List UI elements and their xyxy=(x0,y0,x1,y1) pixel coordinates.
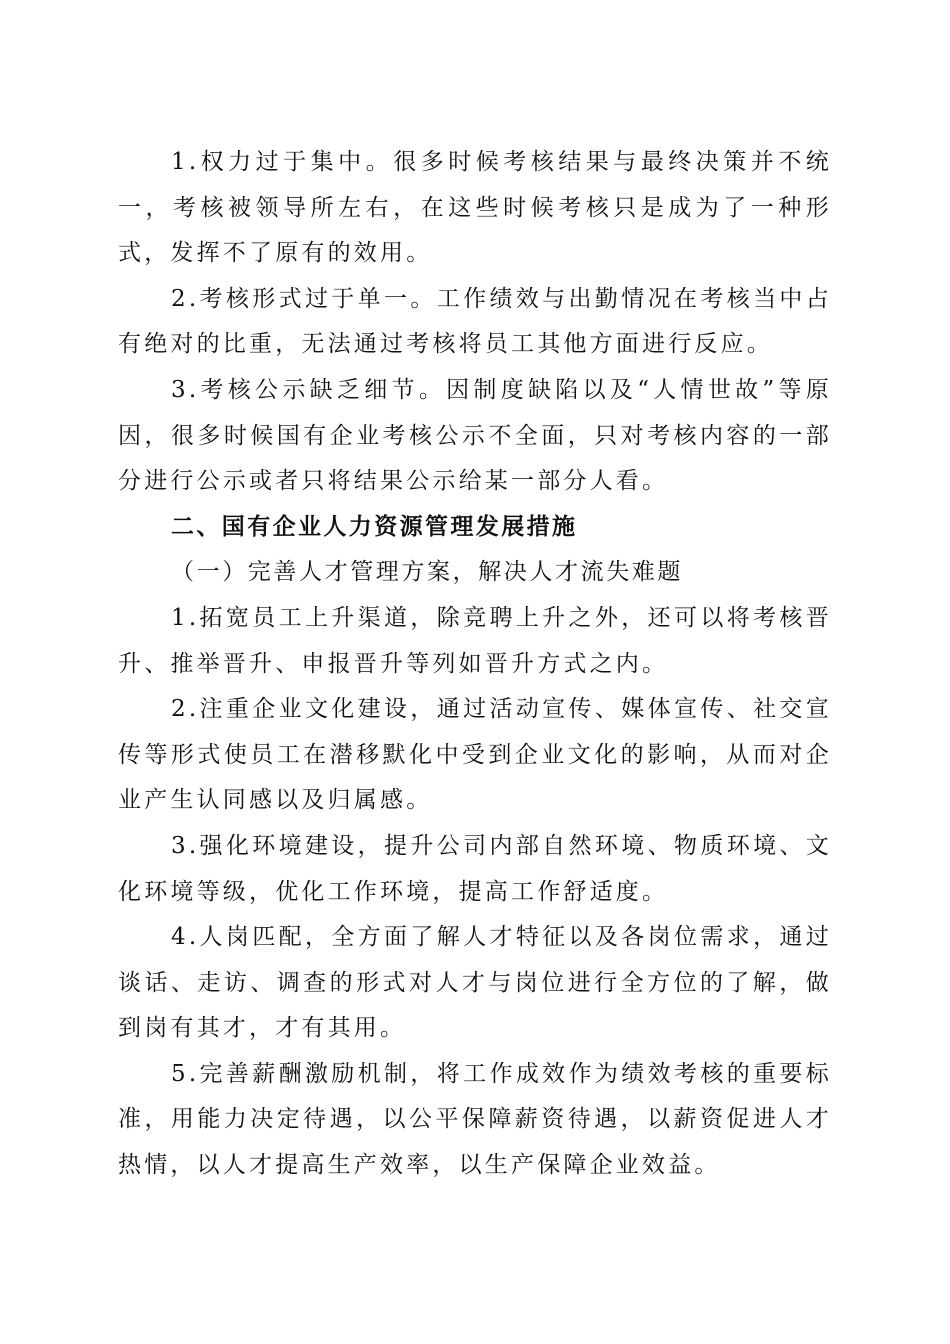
paragraph-single-assessment-form: 2.考核形式过于单一。工作绩效与出勤情况在考核当中占有绝对的比重，无法通过考核将员工其他方面进行反应。 xyxy=(118,285,832,358)
paragraph-corporate-culture: 2.注重企业文化建设，通过活动宣传、媒体宣传、社交宣传等形式使员工在潜移默化中受到企业文化的影响，从而对企业产生认同感以及归属感。 xyxy=(118,696,832,814)
paragraph-promotion-channels: 1.拓宽员工上升渠道，除竞聘上升之外，还可以将考核晋升、推举晋升、申报晋升等列如晋升方式之内。 xyxy=(118,604,832,677)
subsection-heading-talent-management: （一）完善人才管理方案，解决人才流失难题 xyxy=(171,559,683,586)
paragraph-environment-building: 3.强化环境建设，提升公司内部自然环境、物质环境、文化环境等级，优化工作环境，提高工作舒适度。 xyxy=(118,832,832,905)
paragraph-compensation-incentives: 5.完善薪酬激励机制，将工作成效作为绩效考核的重要标准，用能力决定待遇，以公平保障薪资待遇，以薪资促进人才热情，以人才提高生产效率，以生产保障企业效益。 xyxy=(118,1060,832,1179)
document-body xyxy=(118,140,832,1189)
paragraph-power-centralization: 1.权力过于集中。很多时候考核结果与最终决策并不统一，考核被领导所左右，在这些时候考核只是成为了一种形式，发挥不了原有的效用。 xyxy=(118,149,832,267)
paragraph-person-job-matching: 4.人岗匹配，全方面了解人才特征以及各岗位需求，通过谈话、走访、调查的形式对人才与岗位进行全方位的了解，做到岗有其才，才有其用。 xyxy=(118,924,832,1042)
section-heading-development-measures: 二、国有企业人力资源管理发展措施 xyxy=(171,513,578,540)
paragraph-assessment-publicity: 3.考核公示缺乏细节。因制度缺陷以及“人情世故”等原因，很多时候国有企业考核公示不全面，只对考核内容的一部分进行公示或者只将结果公示给某一部分人看。 xyxy=(118,376,832,495)
